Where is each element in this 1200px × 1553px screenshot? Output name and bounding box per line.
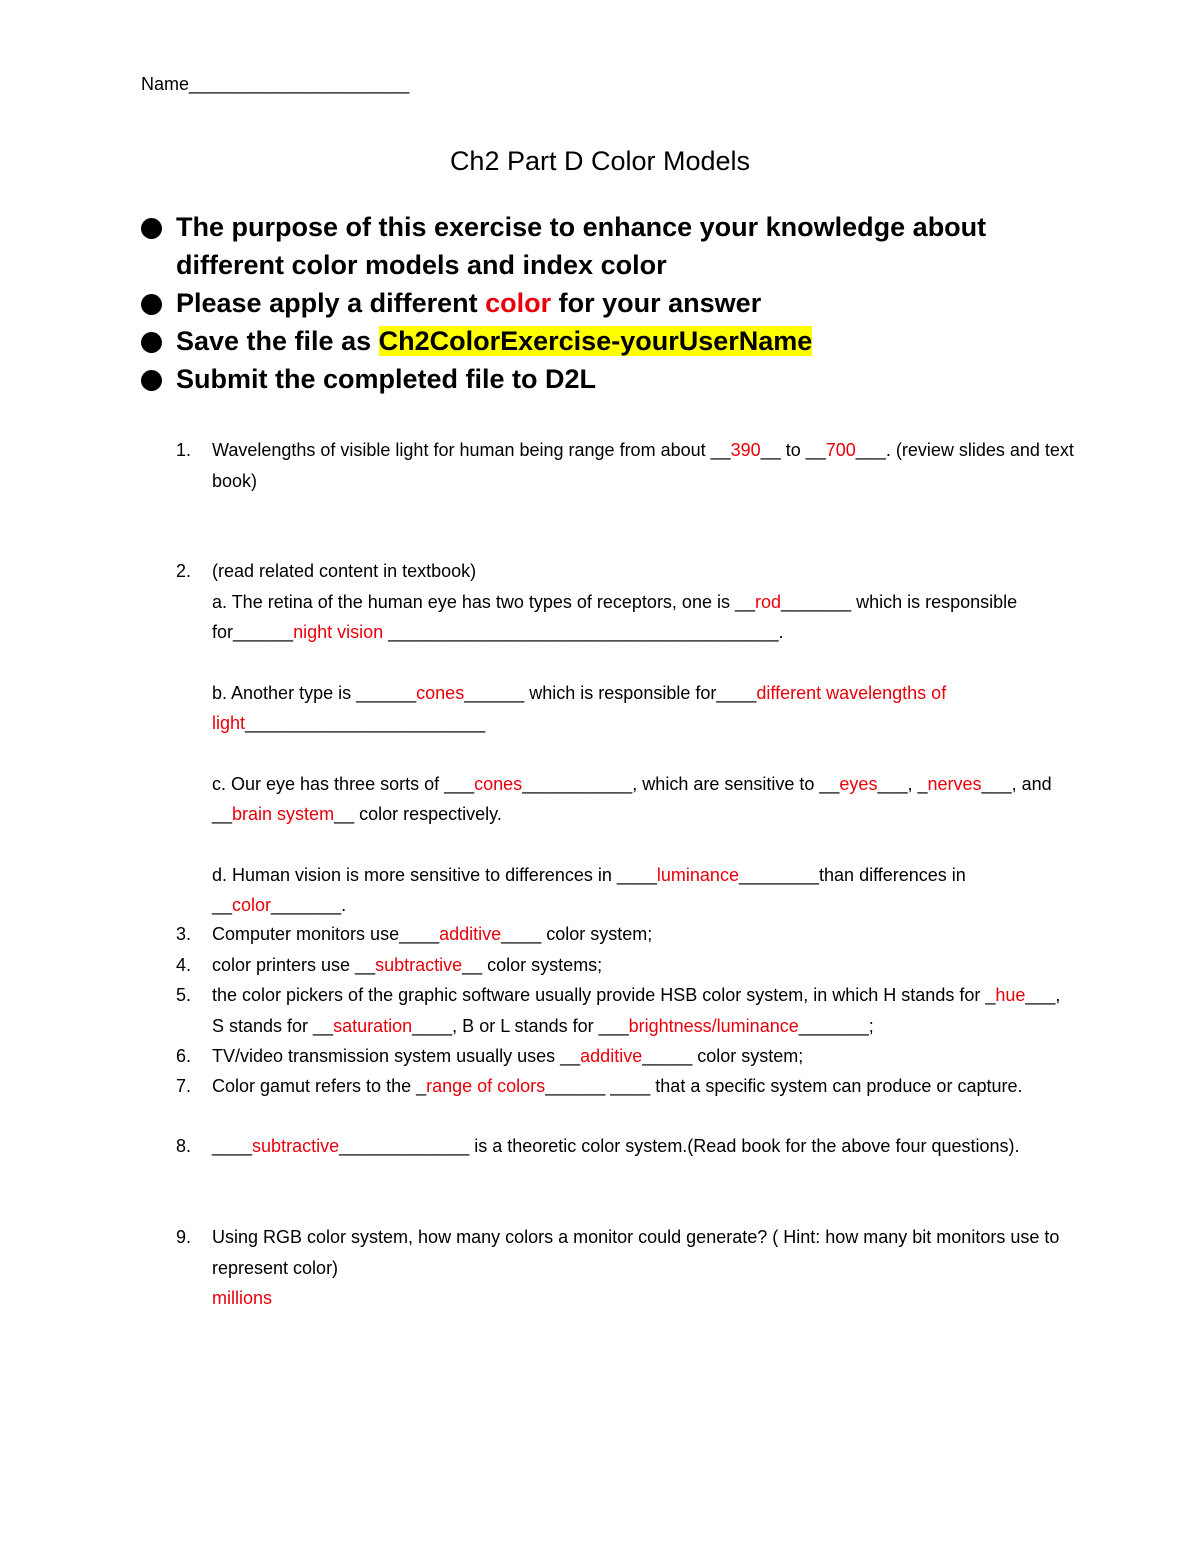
question-number: 3. (176, 924, 192, 944)
highlighted-filename: Ch2ColorExercise-yourUserName (378, 326, 813, 356)
question-text: TV/video transmission system usually uses __ (212, 1046, 581, 1066)
instruction-item (140, 284, 1040, 322)
instruction-text: for your answer (551, 288, 762, 318)
answer: cones (416, 682, 465, 703)
answer: saturation (333, 1015, 413, 1036)
question-part-d (212, 860, 1076, 921)
question-text: ___. (review slides and text book) (212, 440, 1074, 491)
question-text: _______. (271, 895, 347, 915)
question-text: Wavelengths of visible light for human being range from about __ (212, 440, 731, 460)
question-text: ____ (212, 1136, 253, 1156)
question-number: 7. (176, 1076, 192, 1096)
question-text: Computer monitors use____ (212, 924, 440, 944)
question-text: _____________ is a theoretic color system.(Read book for the above four questions). (339, 1136, 1020, 1156)
answer: subtractive (375, 955, 463, 975)
question-text: _______; (798, 1015, 874, 1036)
answer: 700 (825, 440, 856, 460)
instructions-list (140, 208, 1040, 398)
question-text: _______ which is responsible for______ (212, 591, 1018, 642)
instruction-text: The purpose of this exercise to enhance your knowledge about different color models and index color (176, 212, 987, 280)
answer: nerves (927, 773, 982, 794)
instruction-text: Save the file as (176, 326, 379, 356)
bullet-dot-icon (141, 370, 162, 391)
bullet-dot-icon (141, 332, 162, 353)
question-text: __ to __ (760, 440, 826, 460)
question-number: 9. (176, 1227, 192, 1247)
answer: brain system (232, 804, 335, 824)
question-text: Using RGB color system, how many colors a monitor could generate? ( Hint: how many bit monitors use to represent color) (212, 1227, 1060, 1278)
instruction-item (140, 322, 1040, 360)
question-6 (176, 1041, 1076, 1072)
question-text: ________________________ (245, 713, 486, 733)
question-part-b (212, 678, 1076, 739)
question-text: color printers use __ (212, 955, 376, 975)
instruction-item (140, 360, 1040, 398)
answer: millions (212, 1288, 273, 1308)
question-text: c. Our eye has three sorts of ___ (212, 773, 475, 794)
answer: color (232, 895, 272, 915)
question-text: ____ color system; (501, 924, 653, 944)
question-text: ________than differences in __ (212, 864, 966, 915)
question-text: ___________, which are sensitive to __ (522, 773, 840, 794)
question-part-c (212, 769, 1076, 830)
question-2 (176, 556, 1076, 921)
answer: hue (995, 985, 1026, 1005)
question-number: 4. (176, 955, 192, 975)
answer: additive (580, 1046, 643, 1066)
question-text: _______________________________________. (383, 622, 784, 642)
question-9 (176, 1222, 1076, 1314)
question-text: the color pickers of the graphic software usually provide HSB color system, in which H stands for _ (212, 985, 996, 1005)
question-text: ___, _ (877, 773, 928, 794)
instruction-text: Submit the completed file to D2L (176, 364, 597, 394)
bullet-dot-icon (141, 294, 162, 315)
question-text: __ color systems; (462, 955, 603, 975)
question-7 (176, 1071, 1076, 1102)
answer: 390 (730, 440, 761, 460)
answer: eyes (839, 773, 878, 794)
question-text: b. Another type is ______ (212, 682, 417, 703)
question-5 (176, 980, 1076, 1041)
question-text: ____, B or L stands for ___ (412, 1015, 629, 1036)
answer: night vision (293, 622, 384, 642)
question-text: a. The retina of the human eye has two types of receptors, one is __ (212, 591, 755, 612)
answer: brightness/luminance (628, 1015, 799, 1036)
question-number: 8. (176, 1136, 192, 1156)
question-text: ______ which is responsible for____ (464, 682, 757, 703)
answer: range of colors (426, 1076, 546, 1096)
answer: rod (755, 591, 782, 612)
question-4 (176, 950, 1076, 981)
answer: cones (474, 773, 523, 794)
question-number: 2. (176, 561, 192, 581)
question-text: __ color respectively. (334, 804, 502, 824)
question-1 (176, 435, 1076, 496)
question-text: ______ ____ that a specific system can produce or capture. (545, 1076, 1023, 1096)
question-number: 1. (176, 440, 192, 460)
question-number: 5. (176, 985, 192, 1005)
question-text: _____ color system; (642, 1046, 804, 1066)
question-text: ___, S stands for __ (212, 985, 1061, 1036)
question-8 (176, 1131, 1076, 1162)
answer: different wavelengths of light (212, 682, 947, 733)
answer: luminance (656, 864, 739, 885)
page-title: Ch2 Part D Color Models (449, 146, 751, 176)
question-text: Color gamut refers to the _ (212, 1076, 427, 1096)
question-number: 6. (176, 1046, 192, 1066)
instruction-text: Please apply a different (176, 288, 486, 318)
question-text: d. Human vision is more sensitive to differences in ____ (212, 864, 657, 885)
instruction-red-word: color (485, 288, 552, 318)
question-intro: (read related content in textbook) (212, 561, 477, 581)
name-field-label: Name______________________ (141, 74, 410, 94)
answer: additive (439, 924, 502, 944)
question-3 (176, 919, 1076, 950)
bullet-dot-icon (141, 218, 162, 239)
answer: subtractive (252, 1136, 340, 1156)
instruction-item (140, 208, 1040, 284)
question-part-a (212, 587, 1076, 648)
question-text: ___, and __ (212, 773, 1052, 824)
